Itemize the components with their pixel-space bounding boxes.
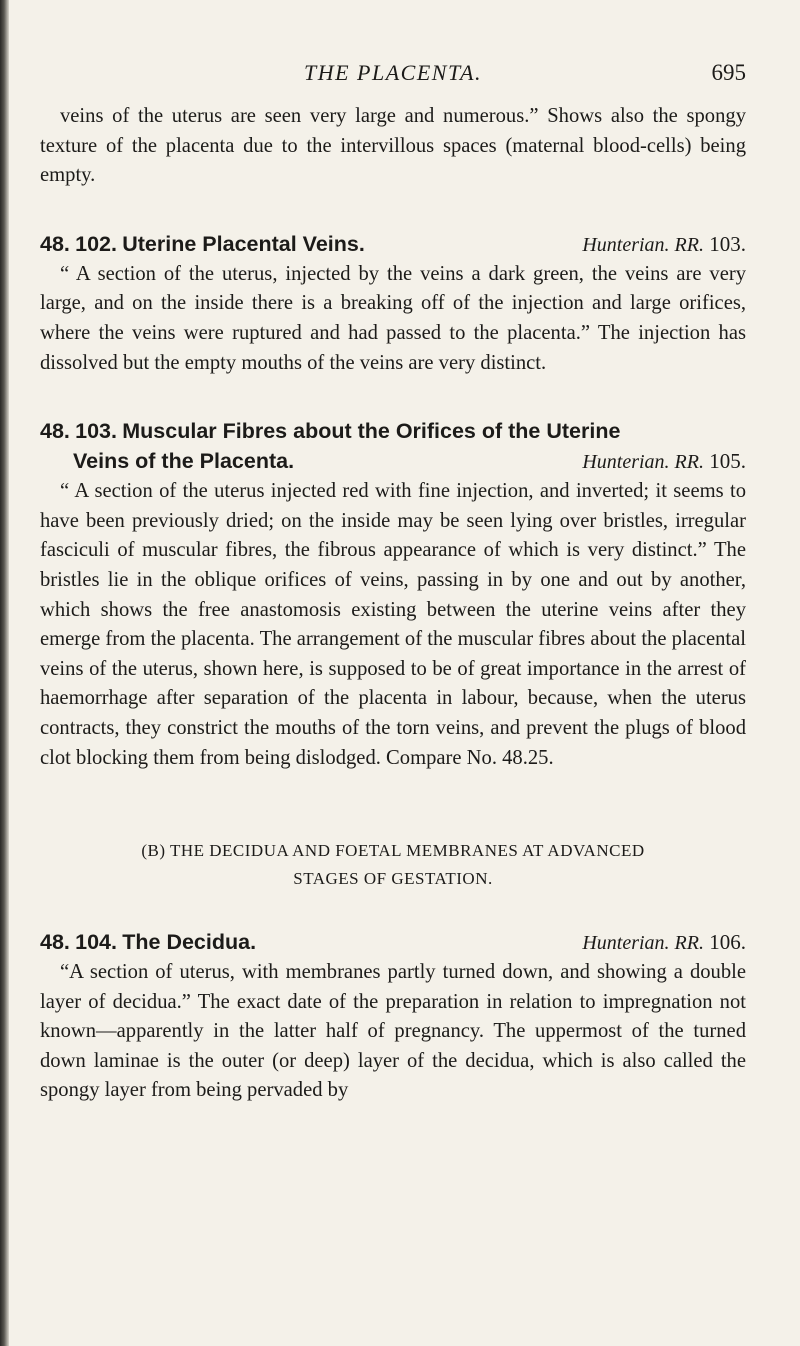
- catalogue-entry-104: [40, 927, 746, 1106]
- section-heading-line-1: (B) THE DECIDUA AND FOETAL MEMBRANES AT ADVANCED: [141, 841, 645, 861]
- entry-title-line-2: Veins of the Placenta.: [73, 449, 295, 474]
- entry-reference: Hunterian. RR.: [582, 233, 704, 256]
- entry-description: “A section of uterus, with membranes partly turned down, and showing a double layer of decidua.” The exact date of the preparation in relation to impregnation not known—apparently in the latter half of pregnancy. The uppermost of the turned down laminae is the outer (or deep) layer of the decidua, which is also called the spongy layer from being pervaded by: [40, 961, 746, 1102]
- entry-reference-number: 106.: [709, 930, 746, 955]
- entry-heading: [40, 416, 746, 477]
- entry-description: “ A section of the uterus injected red with fine injection, and inverted; it seems to have been previously dried; on the inside may be seen lying over bristles, irregular fasciculi of muscular fibres, the fibrous appearance of which is very distinct.” The bristles lie in the oblique orifices of veins, passing in by one and out by another, which shows the free anastomosis existing between the uterine veins after they emerge from the placenta. The arrangement of the muscular fibres about the placental veins of the uterus, shown here, is supposed to be of great importance in the arrest of haemorrhage after separation of the placenta in labour, because, when the uterus contracts, they constrict the mouths of the torn veins, and prevent the plugs of blood clot blocking them from being dislodged. Compare No. 48.25.: [40, 480, 746, 769]
- entry-title: The Decidua.: [122, 930, 257, 955]
- entry-reference-number: 103.: [709, 231, 746, 256]
- entry-number: 103.: [75, 419, 117, 444]
- entry-series-number: 48.: [40, 231, 70, 256]
- entry-heading: [40, 229, 746, 260]
- continuation-paragraph: veins of the uterus are seen very large and numerous.” Shows also the spongy texture of the placenta due to the intervillous spaces (maternal blood-cells) being empty.: [40, 105, 746, 187]
- section-heading-line-2: STAGES OF GESTATION.: [293, 869, 493, 889]
- section-heading: [40, 837, 746, 893]
- entry-reference: Hunterian. RR.: [582, 932, 704, 955]
- entry-reference: Hunterian. RR.: [582, 451, 704, 474]
- entry-number: 102.: [75, 231, 117, 256]
- entry-reference-number: 105.: [709, 449, 746, 474]
- entry-series-number: 48.: [40, 930, 70, 955]
- entry-number: 104.: [75, 930, 117, 955]
- entry-title: Uterine Placental Veins.: [122, 231, 365, 256]
- page: [40, 0, 746, 1106]
- book-spine-shadow: [0, 0, 9, 1346]
- running-title: THE PLACENTA.: [303, 60, 482, 85]
- catalogue-entry-103: [40, 416, 746, 773]
- entry-heading: [40, 927, 746, 958]
- entry-series-number: 48.: [40, 419, 70, 444]
- page-number: 695: [711, 60, 746, 85]
- entry-description: “ A section of the uterus, injected by the veins a dark green, the veins are very large, and on the inside there is a breaking off of the injection and large orifices, where the veins were ruptured and had passed to the placenta.” The injection has dissolved but the empty mouths of the veins are very distinct.: [40, 262, 746, 374]
- running-header: [40, 52, 746, 92]
- catalogue-entry-102: [40, 229, 746, 378]
- entry-title-line-1: Muscular Fibres about the Orifices of the Uterine: [122, 419, 621, 444]
